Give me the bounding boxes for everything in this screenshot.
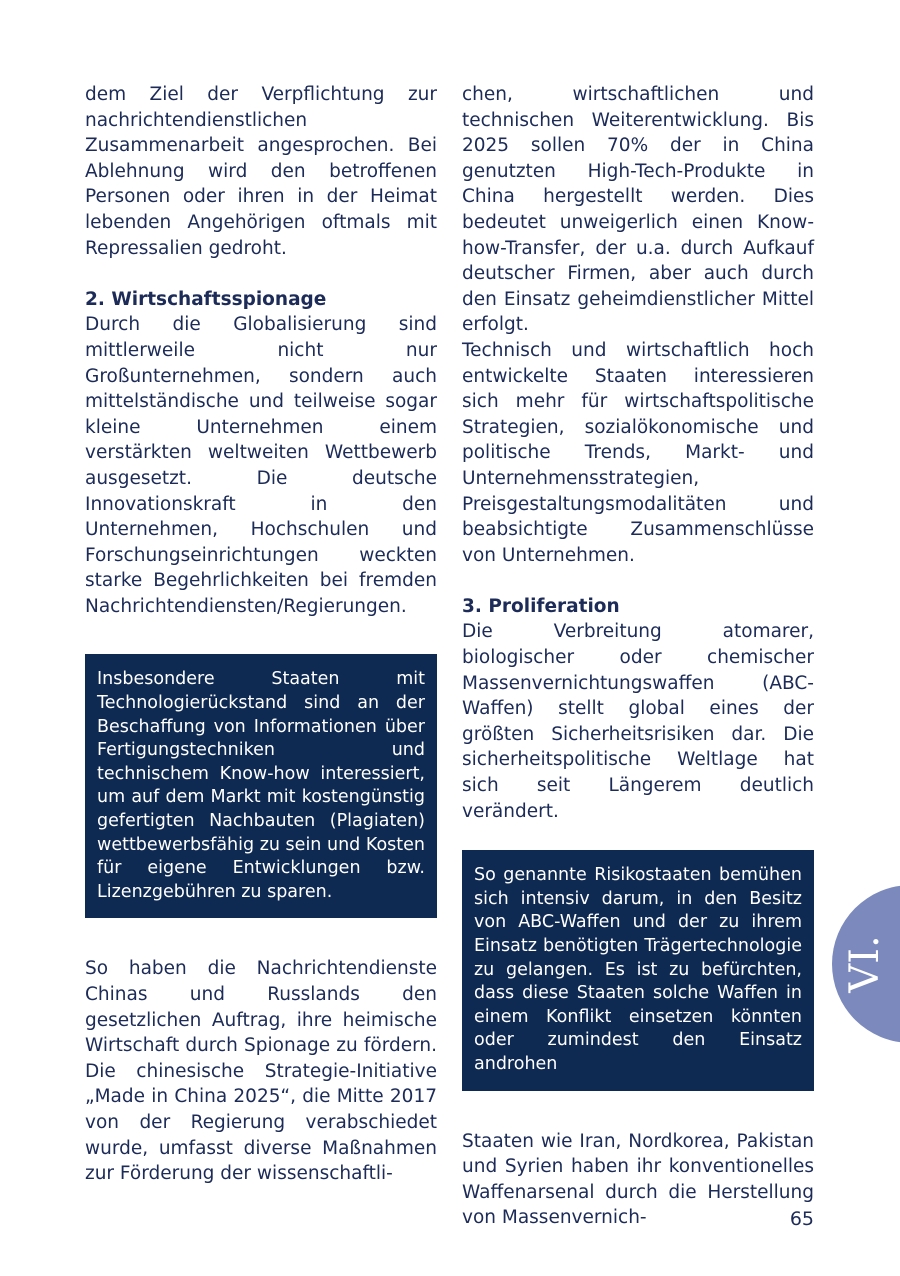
body-paragraph: Die Verbreitung atomarer, biologischer oder chemischer Massenvernichtungswaffen (ABC-Waffen) stellt global eines der größten Sicherheitsrisiken dar. Die sicherheitspolitische Weltlage hat sich seit Längerem deutlich verändert. xyxy=(462,621,814,822)
left-column xyxy=(85,82,437,1187)
body-paragraph: chen, wirtschaftlichen und technischen Weiterentwicklung. Bis 2025 sollen 70% der in China genutzten High-Tech-Produkte in China hergestellt werden. Dies bedeutet unweigerlich einen Know-how-Transfer, der u.a. durch Aufkauf deutscher Firmen, aber auch durch den Einsatz geheimdienstlicher Mittel erfolgt. xyxy=(462,84,814,336)
chapter-tab-label: VI. xyxy=(842,935,888,993)
chapter-tab xyxy=(832,885,900,1043)
right-column xyxy=(462,82,814,1231)
body-paragraph: So haben die Nachrichtendienste Chinas und Russlands den gesetzlichen Auftrag, ihre heimische Wirtschaft durch Spionage zu fördern. Die chinesische Strategie-Initiative „Made in China 2025“, die Mitte 2017 von der Regierung verabschiedet wurde, umfasst diverse Maßnahmen zur Förderung der wissenschaftli- xyxy=(85,958,437,1185)
highlight-box: Insbesondere Staaten mit Technologierückstand sind an der Beschaffung von Informationen über Fertigungstechniken und technischem Know-how interessiert, um auf dem Markt mit kostengünstig gefertigten Nachbauten (Plagiaten) wettbewerbsfähig zu sein und Kosten für eigene Entwicklungen bzw. Lizenzgebühren zu sparen. xyxy=(85,654,437,918)
section-heading-wirtschaftsspionage: 2. Wirtschaftsspionage xyxy=(85,288,327,310)
body-paragraph: Staaten wie Iran, Nordkorea, Pakistan und Syrien haben ihr konventionelles Waffenarsenal durch die Herstellung von Massenvernich- xyxy=(462,1130,814,1229)
highlight-box: So genannte Risikostaaten bemühen sich intensiv darum, in den Besitz von ABC-Waffen und der zu ihrem Einsatz benötigten Trägertechnologie zu gelangen. Es ist zu befürchten, dass diese Staaten solche Waffen in einem Konflikt einsetzen könnten oder zumindest den Einsatz androhen xyxy=(462,850,814,1090)
section-heading-proliferation: 3. Proliferation xyxy=(462,595,620,617)
body-paragraph: dem Ziel der Verpflichtung zur nachrichtendienstlichen Zusammenarbeit angesprochen. Bei Ablehnung wird den betroffenen Personen oder ihren in der Heimat lebenden Angehörigen oftmals mit Repressalien gedroht. xyxy=(85,84,437,259)
page-number: 65 xyxy=(789,1208,814,1230)
body-paragraph: Technisch und wirtschaftlich hoch entwickelte Staaten interessieren sich mehr für wirtschaftspolitische Strategien, sozialökonomische und politische Trends, Markt- und Unternehmensstrategien, Preisgestaltungsmodalitäten und beabsichtigte Zusammenschlüsse von Unternehmen. xyxy=(462,339,814,566)
body-paragraph: Durch die Globalisierung sind mittlerweile nicht nur Großunternehmen, sondern auch mittelständische und teilweise sogar kleine Unternehmen einem verstärkten weltweiten Wettbewerb ausgesetzt. Die deutsche Innovationskraft in den Unternehmen, Hochschulen und Forschungseinrichtungen weckten starke Begehrlichkeiten bei fremden Nachrichtendiensten/Regierungen. xyxy=(85,314,437,617)
